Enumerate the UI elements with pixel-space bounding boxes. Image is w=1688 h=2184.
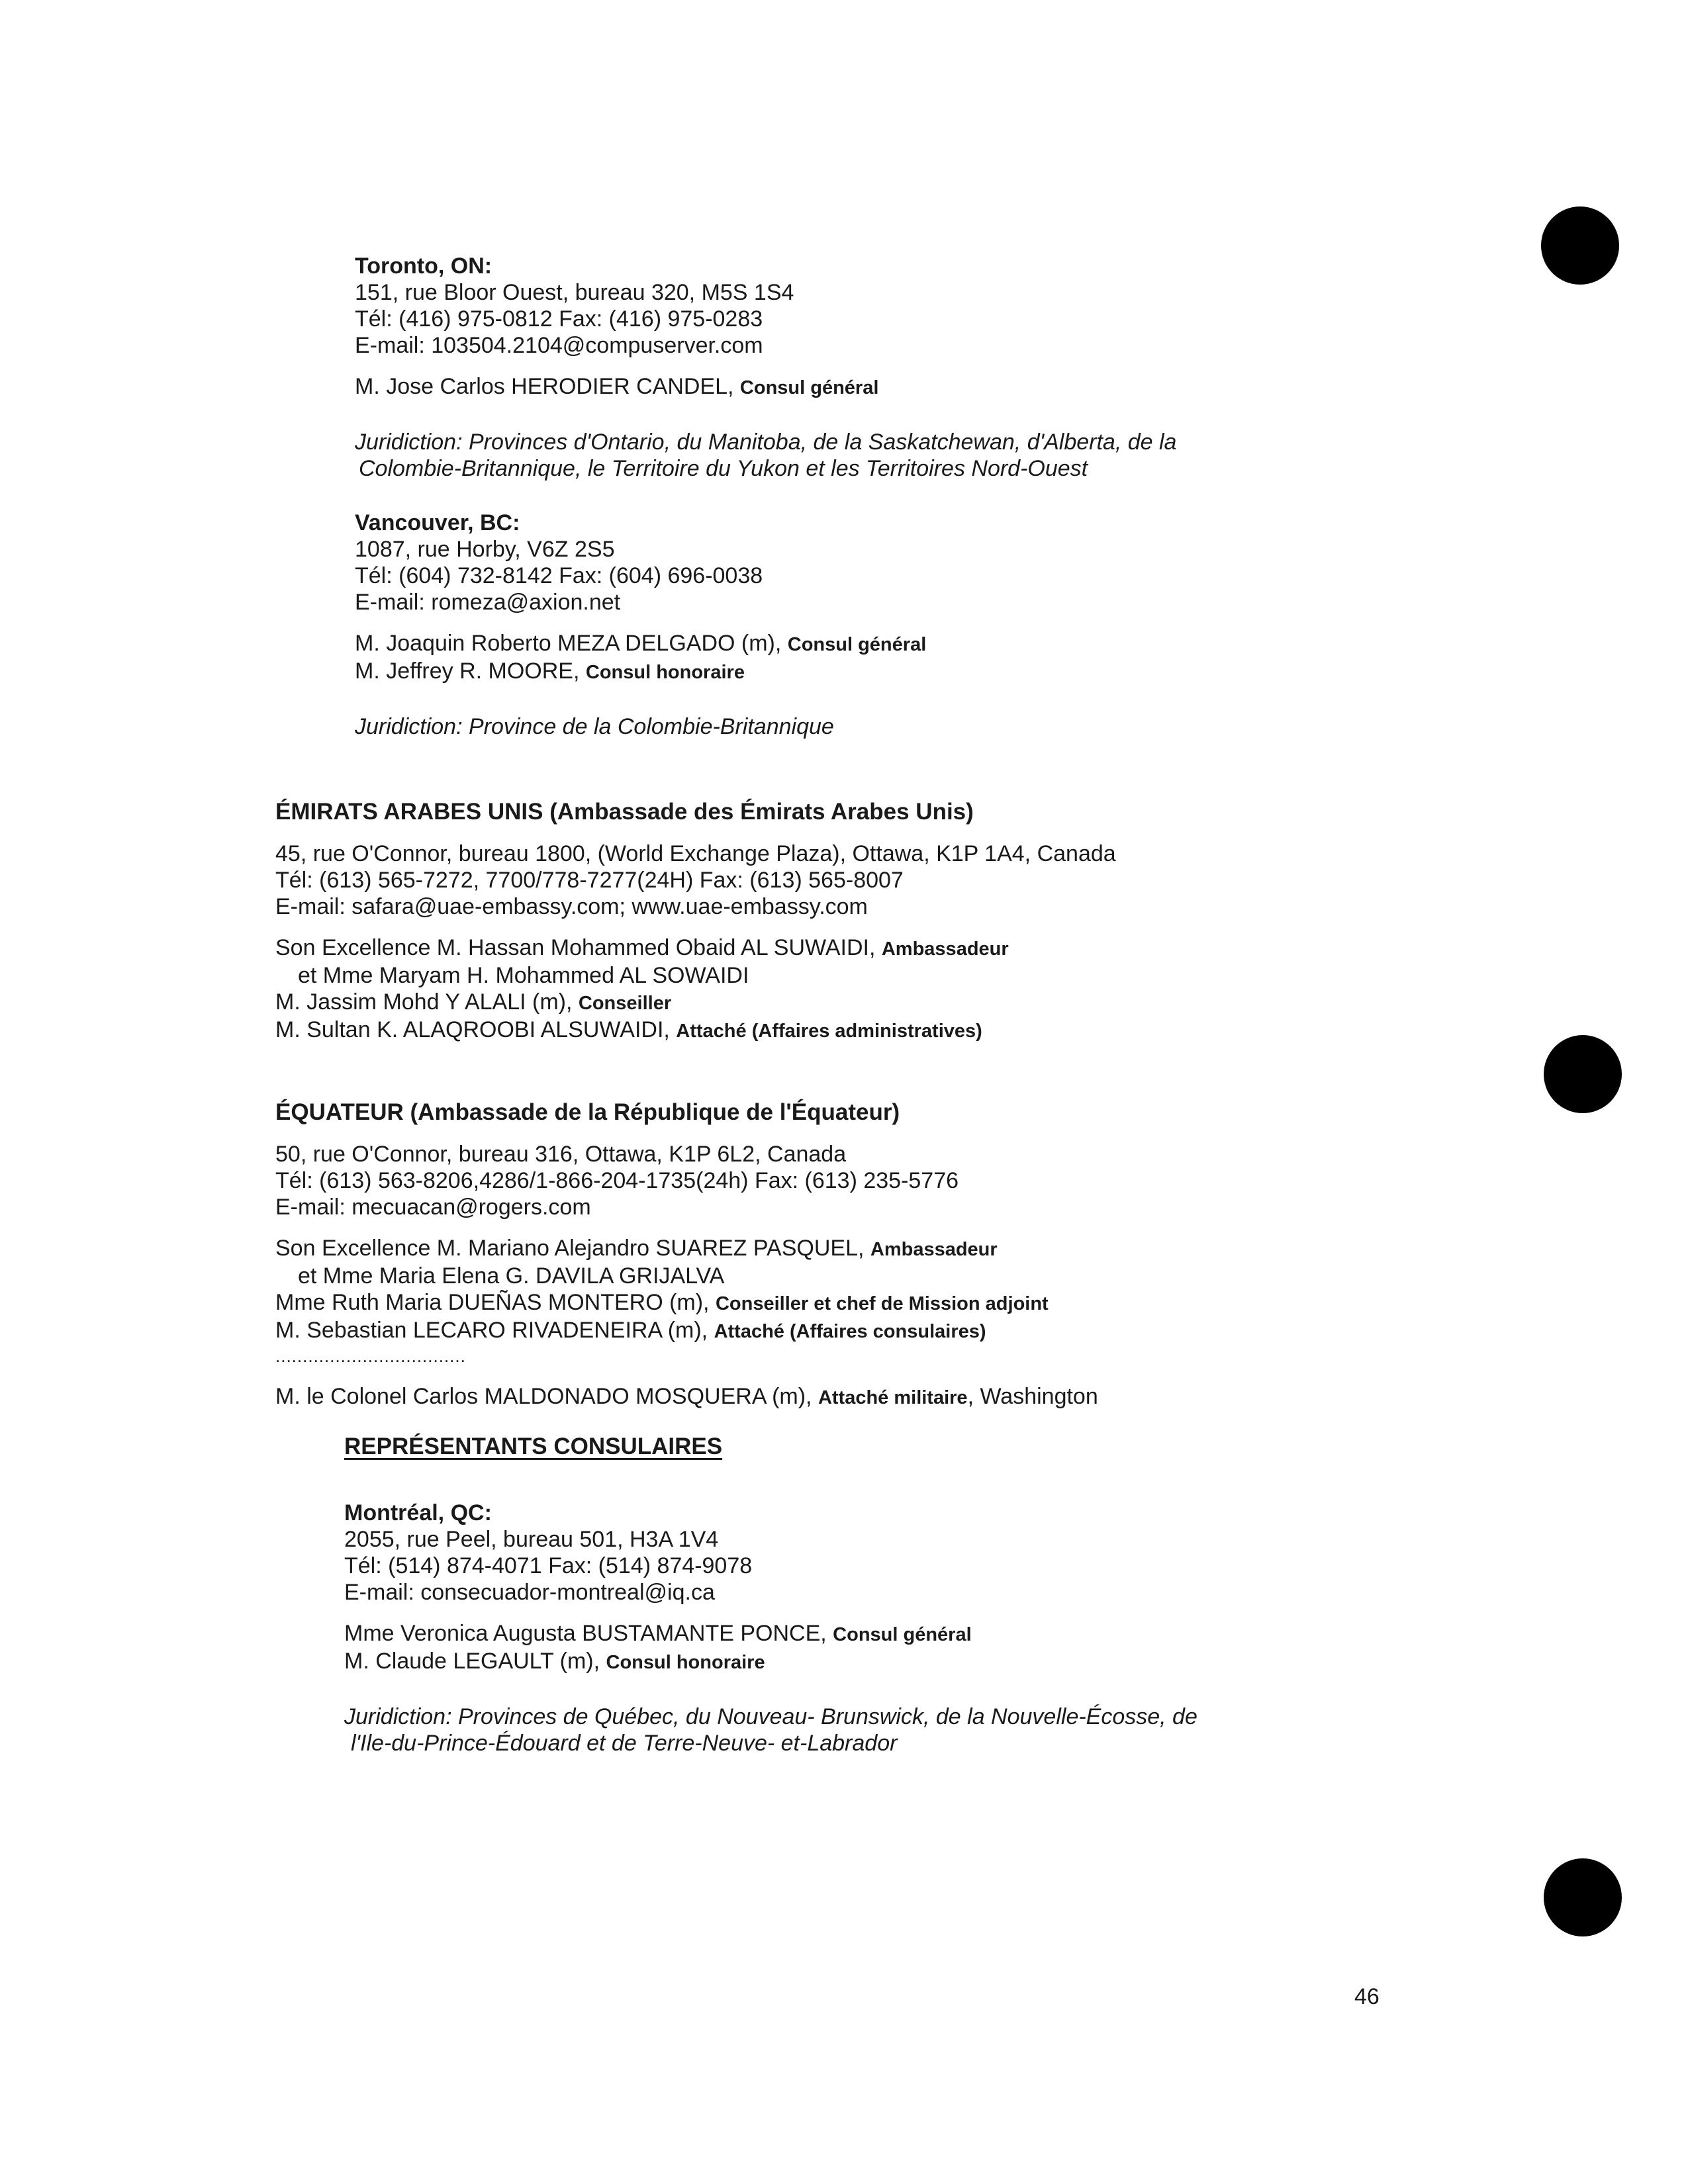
email: E-mail: consecuador-montreal@iq.ca xyxy=(344,1580,715,1605)
official: M. Sultan K. ALAQROOBI ALSUWAIDI, Attaché (Affaires administratives) xyxy=(275,1017,982,1042)
spouse: et Mme Maria Elena G. DAVILA GRIJALVA xyxy=(298,1263,725,1289)
jurisdiction-cont: Colombie-Britannique, le Territoire du Yukon et les Territoires Nord-Ouest xyxy=(359,456,1088,481)
consular-section xyxy=(344,1433,722,1460)
official: Son Excellence M. Mariano Alejandro SUAREZ PASQUEL, Ambassadeur xyxy=(275,1236,998,1261)
dotted-separator: ................................... xyxy=(275,1346,466,1366)
jurisdiction: Juridiction: Province de la Colombie-Britannique xyxy=(355,714,834,739)
email: E-mail: romeza@axion.net xyxy=(355,590,621,615)
address: 2055, rue Peel, bureau 501, H3A 1V4 xyxy=(344,1527,719,1552)
section-title: REPRÉSENTANTS CONSULAIRES xyxy=(344,1433,723,1459)
official: M. Joaquin Roberto MEZA DELGADO (m), Consul général xyxy=(355,631,927,656)
ecuador-embassy xyxy=(275,1099,1098,1411)
email: E-mail: safara@uae-embassy.com; www.uae-embassy.com xyxy=(275,894,868,919)
official: M. Sebastian LECARO RIVADENEIRA (m), Attaché (Affaires consulaires) xyxy=(275,1318,986,1343)
phone-fax: Tél: (514) 874-4071 Fax: (514) 874-9078 xyxy=(344,1553,753,1578)
binder-hole-top xyxy=(1541,206,1619,285)
official: M. Jassim Mohd Y ALALI (m), Conseiller xyxy=(275,989,672,1015)
jurisdiction: Juridiction: Provinces d'Ontario, du Manitoba, de la Saskatchewan, d'Alberta, de la xyxy=(355,430,1177,455)
address: 1087, rue Horby, V6Z 2S5 xyxy=(355,537,615,562)
uae-embassy xyxy=(275,798,1116,1044)
official: M. le Colonel Carlos MALDONADO MOSQUERA (m), Attaché militaire, Washington xyxy=(275,1384,1098,1409)
official: Mme Ruth Maria DUEÑAS MONTERO (m), Conseiller et chef de Mission adjoint xyxy=(275,1290,1049,1315)
montreal-consulate xyxy=(344,1500,1197,1756)
official: M. Jeffrey R. MOORE, Consul honoraire xyxy=(355,659,745,684)
vancouver-consulate xyxy=(355,510,926,740)
email: E-mail: mecuacan@rogers.com xyxy=(275,1195,591,1220)
email: E-mail: 103504.2104@compuserver.com xyxy=(355,333,763,358)
official: M. Jose Carlos HERODIER CANDEL, Consul général xyxy=(355,374,879,399)
official: Mme Veronica Augusta BUSTAMANTE PONCE, Consul général xyxy=(344,1621,972,1646)
jurisdiction: Juridiction: Provinces de Québec, du Nouveau- Brunswick, de la Nouvelle-Écosse, de xyxy=(344,1704,1197,1729)
binder-hole-middle xyxy=(1544,1035,1622,1113)
official: M. Claude LEGAULT (m), Consul honoraire xyxy=(344,1649,765,1674)
phone-fax: Tél: (416) 975-0812 Fax: (416) 975-0283 xyxy=(355,306,763,332)
binder-hole-bottom xyxy=(1544,1858,1622,1936)
address: 45, rue O'Connor, bureau 1800, (World Exchange Plaza), Ottawa, K1P 1A4, Canada xyxy=(275,841,1116,866)
phone-fax: Tél: (604) 732-8142 Fax: (604) 696-0038 xyxy=(355,563,763,588)
city-heading: Toronto, ON: xyxy=(355,253,492,279)
city-heading: Montréal, QC: xyxy=(344,1500,492,1525)
phone-fax: Tél: (613) 563-8206,4286/1-866-204-1735(24h) Fax: (613) 235-5776 xyxy=(275,1168,959,1193)
country-heading: ÉQUATEUR (Ambassade de la République de l'Équateur) xyxy=(275,1099,900,1125)
page-number: 46 xyxy=(1354,1984,1380,2009)
jurisdiction-cont: l'Ile-du-Prince-Édouard et de Terre-Neuve- et-Labrador xyxy=(351,1731,898,1756)
toronto-consulate xyxy=(355,253,1176,482)
address: 151, rue Bloor Ouest, bureau 320, M5S 1S4 xyxy=(355,280,794,305)
phone-fax: Tél: (613) 565-7272, 7700/778-7277(24H) Fax: (613) 565-8007 xyxy=(275,868,904,893)
official: Son Excellence M. Hassan Mohammed Obaid AL SUWAIDI, Ambassadeur xyxy=(275,935,1009,960)
spouse: et Mme Maryam H. Mohammed AL SOWAIDI xyxy=(298,963,749,988)
city-heading: Vancouver, BC: xyxy=(355,510,520,535)
country-heading: ÉMIRATS ARABES UNIS (Ambassade des Émirats Arabes Unis) xyxy=(275,799,974,825)
address: 50, rue O'Connor, bureau 316, Ottawa, K1P 6L2, Canada xyxy=(275,1142,847,1167)
